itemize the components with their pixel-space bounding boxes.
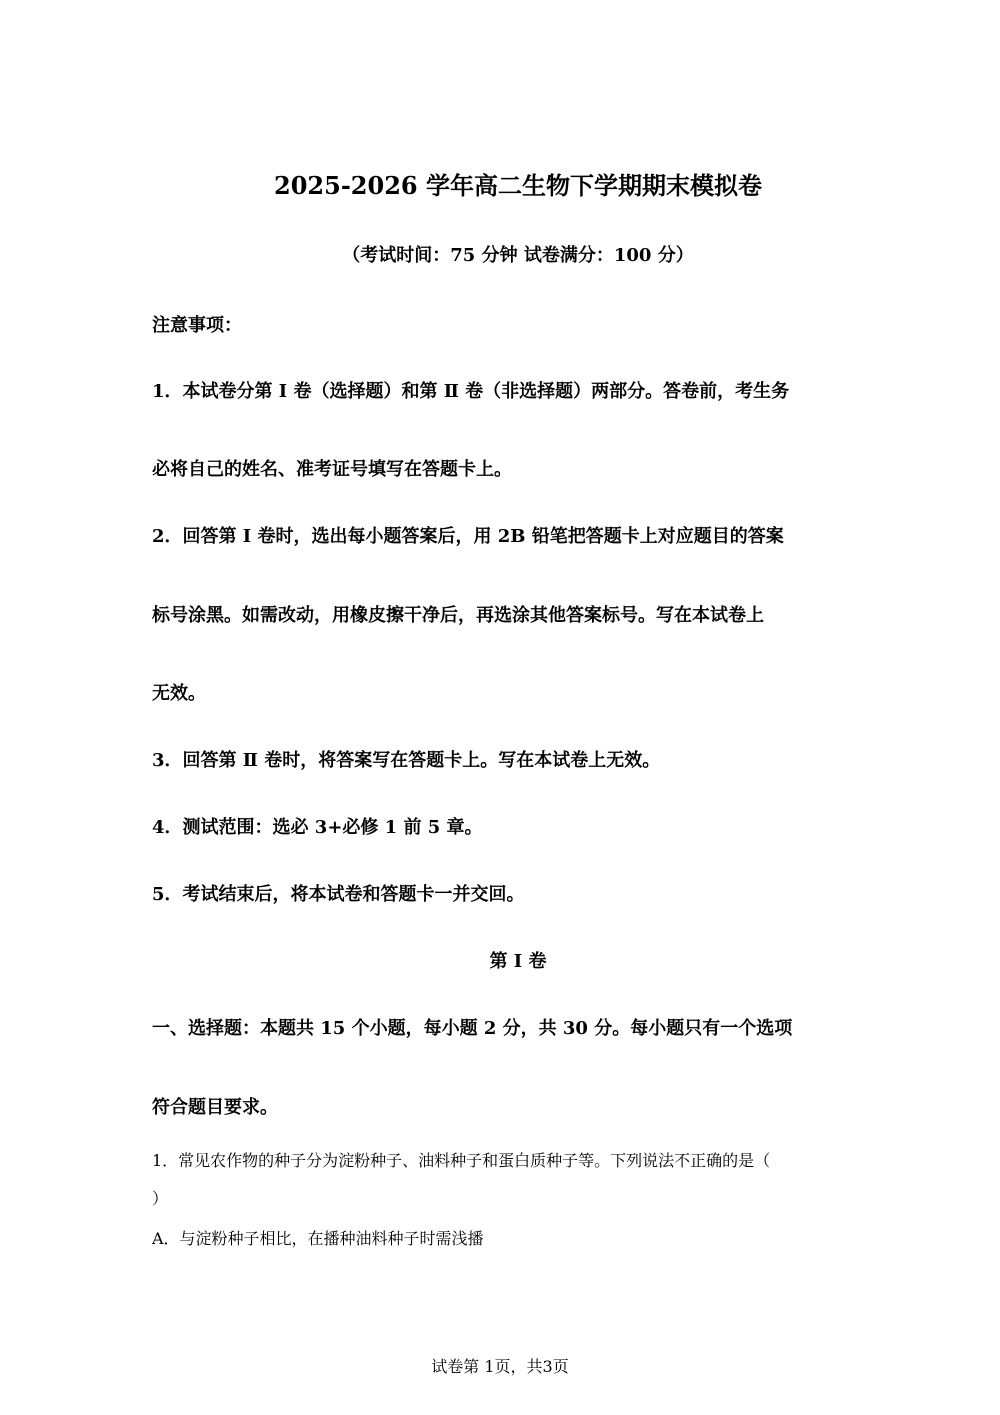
notice-line: 3．回答第 Ⅱ 卷时，将答案写在答题卡上。写在本试卷上无效。 xyxy=(152,750,661,771)
exam-subtitle: （考试时间：75 分钟 试卷满分：100 分） xyxy=(342,245,694,266)
question-option-a: A．与淀粉种子相比，在播种油料种子时需浅播 xyxy=(152,1229,484,1248)
notice-line: 无效。 xyxy=(152,683,206,704)
notice-line: 5．考试结束后，将本试卷和答题卡一并交回。 xyxy=(152,884,525,905)
section-heading: 第 Ⅰ 卷 xyxy=(489,951,547,972)
section-instruction: 符合题目要求。 xyxy=(152,1097,278,1118)
section-instruction: 一、选择题：本题共 15 个小题，每小题 2 分，共 30 分。每小题只有一个选项 xyxy=(152,1018,793,1039)
notice-heading: 注意事项： xyxy=(152,315,242,336)
notice-line: 标号涂黑。如需改动，用橡皮擦干净后，再选涂其他答案标号。写在本试卷上 xyxy=(152,605,764,626)
question-stem: ） xyxy=(152,1189,169,1208)
question-stem: 1．常见农作物的种子分为淀粉种子、油料种子和蛋白质种子等。下列说法不正确的是（ xyxy=(152,1151,771,1170)
page-footer: 试卷第 1页，共3页 xyxy=(431,1357,569,1376)
notice-line: 1．本试卷分第 Ⅰ 卷（选择题）和第 Ⅱ 卷（非选择题）两部分。答卷前，考生务 xyxy=(152,381,790,402)
notice-line: 4．测试范围：选必 3+必修 1 前 5 章。 xyxy=(152,817,483,838)
notice-line: 必将自己的姓名、准考证号填写在答题卡上。 xyxy=(152,459,512,480)
exam-title: 2025-2026 学年高二生物下学期期末模拟卷 xyxy=(274,171,762,200)
notice-line: 2．回答第 Ⅰ 卷时，选出每小题答案后，用 2B 铅笔把答题卡上对应题目的答案 xyxy=(152,526,784,547)
